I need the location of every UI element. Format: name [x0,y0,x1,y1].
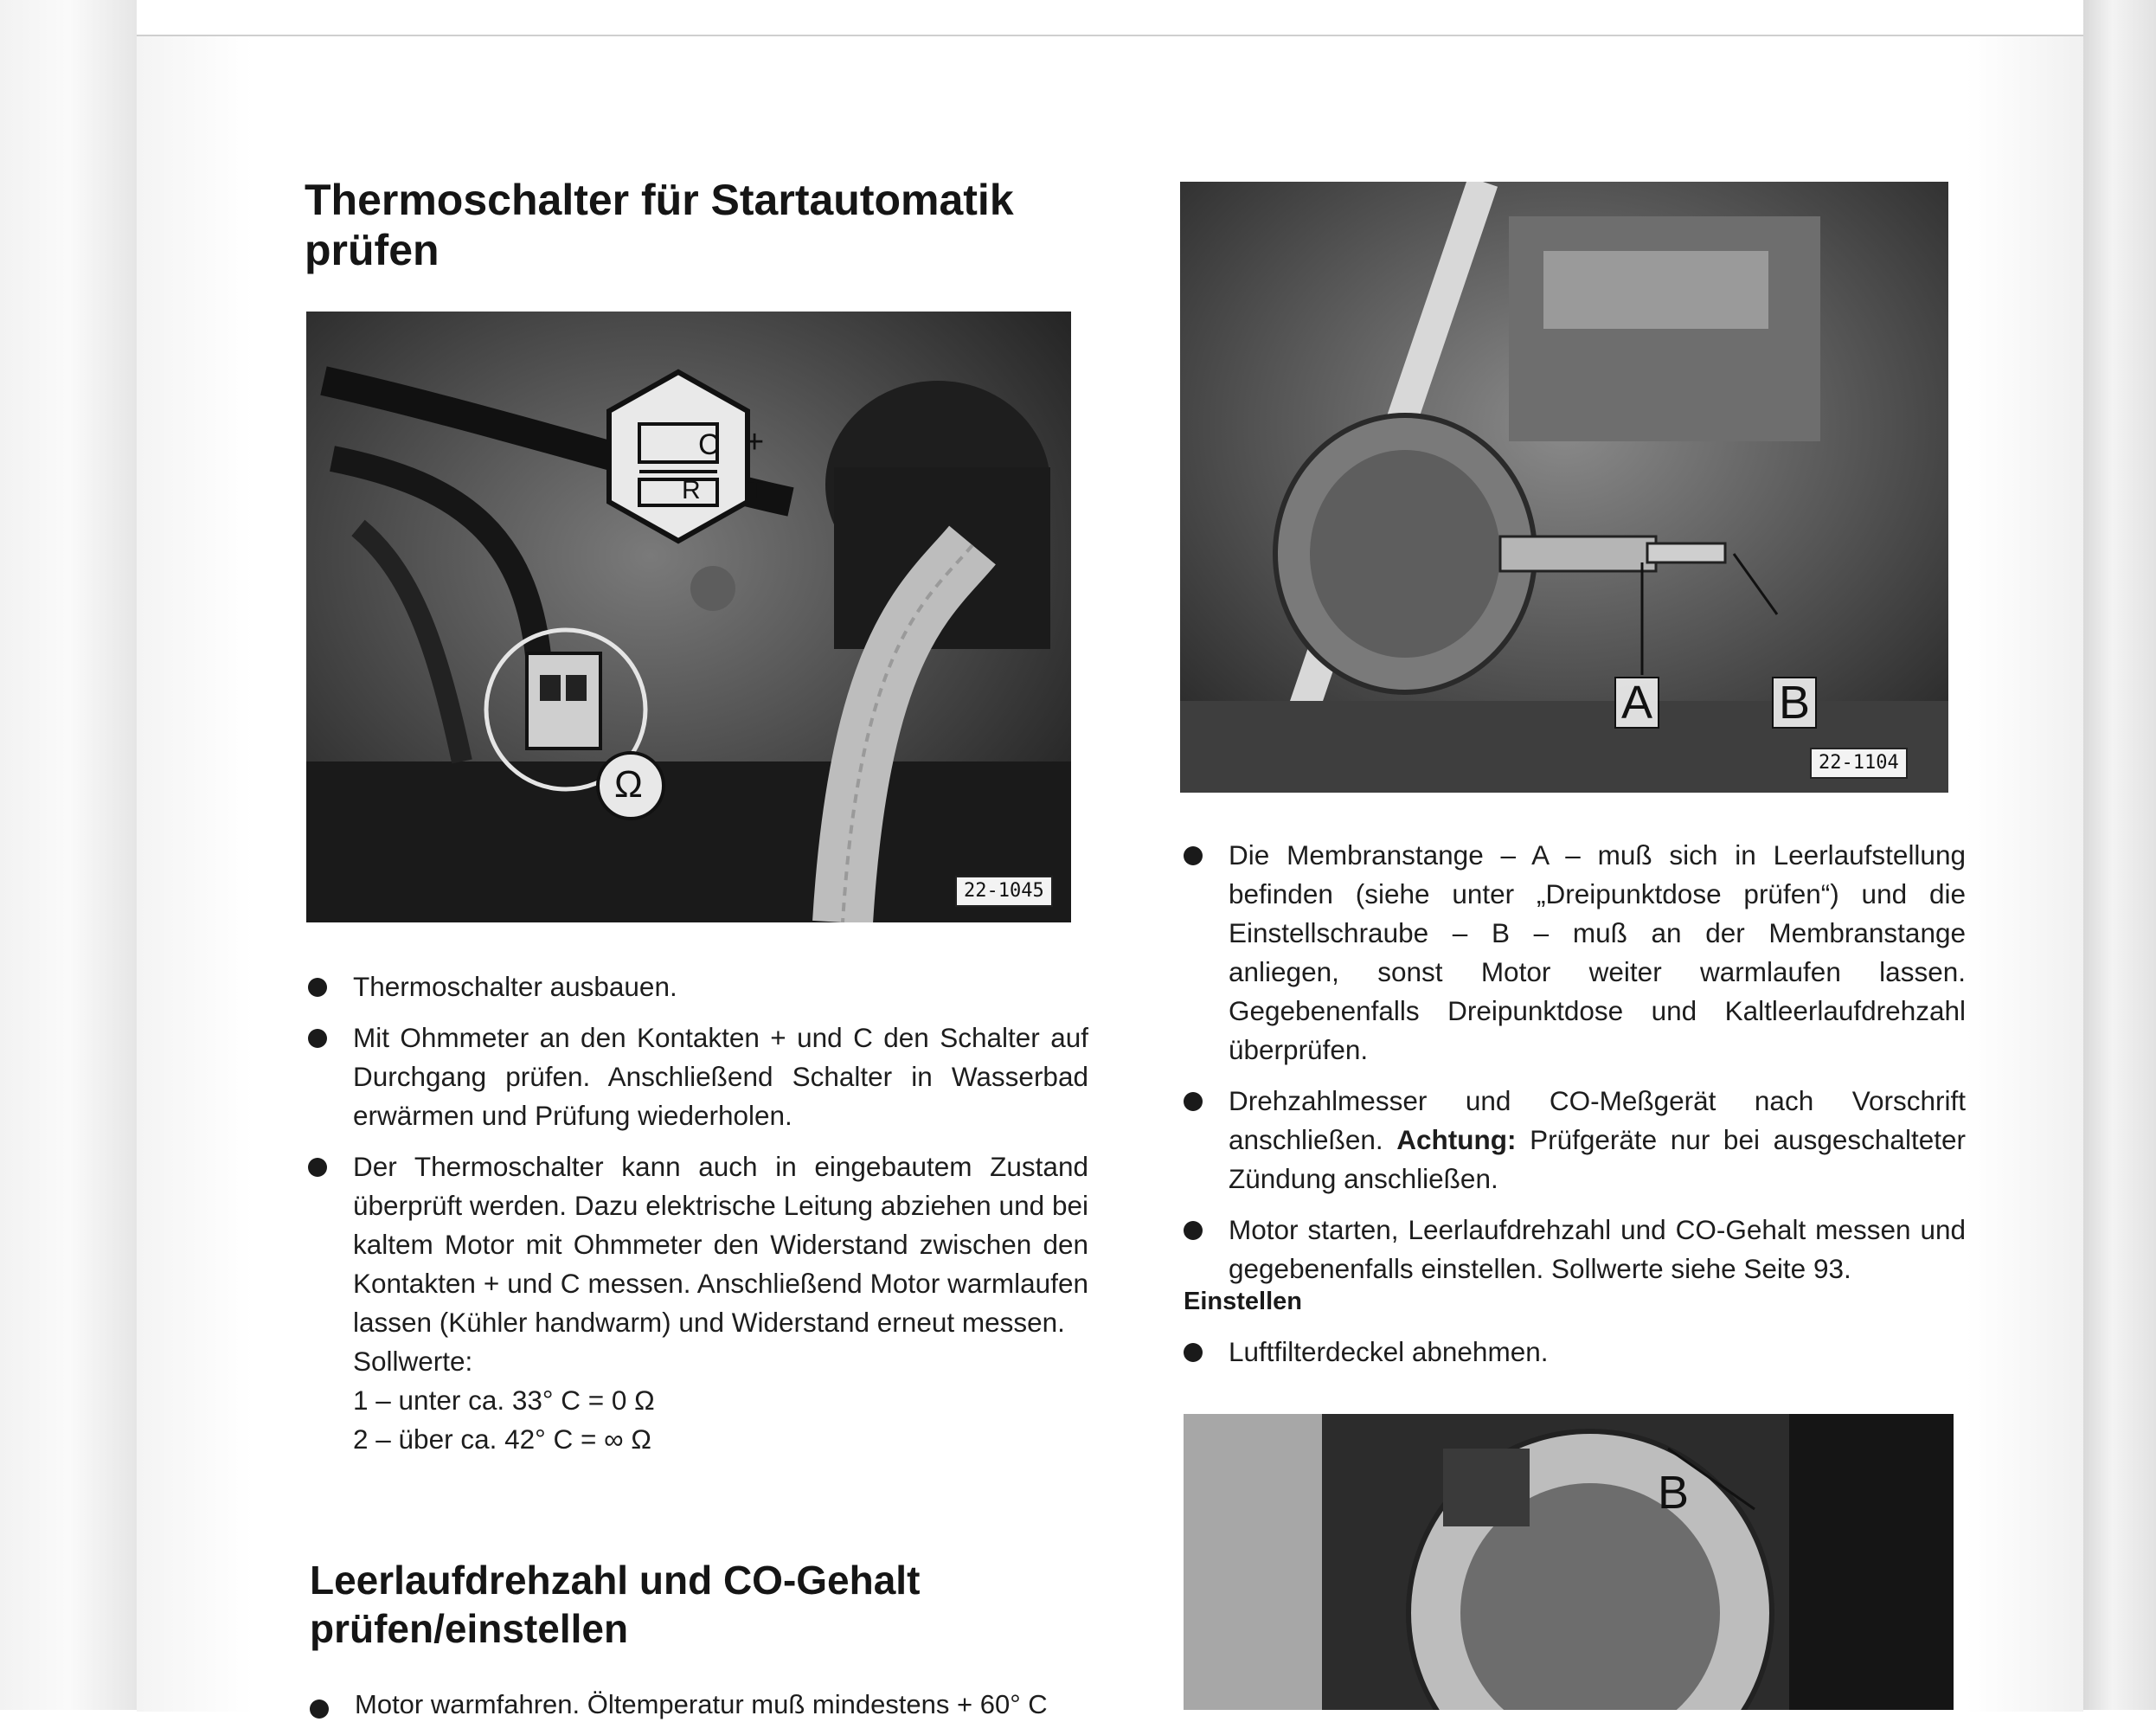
bullet-icon [308,1158,327,1177]
section-heading-thermoschalter: Thermoschalter für Startautomatik prüfen [305,176,1014,274]
bullet-icon [310,1700,329,1719]
figure-luftfilter-photo [1184,1414,1954,1710]
callout-a: A [1614,677,1659,729]
ohm-symbol: Ω [614,763,643,806]
list-item: Die Membranstange – A – muß sich in Leerlaufstellung befinden (siehe unter „Dreipunktdose prüfen“) und die Einstellschraube – B – muß an der Membranstange anliegen, sonst Motor weiter warmlaufen lassen. Gegebenenfalls Dreipunktdose und Kaltleerlaufdrehzahl überprüfen. [1184,836,1966,1070]
figure-thermoschalter-photo [306,312,1071,922]
sollwert-2: 2 – über ca. 42° C = ∞ Ω [353,1423,651,1455]
list-item: Motor starten, Leerlaufdrehzahl und CO-Gehalt messen und gegebenenfalls einstellen. Sollwerte siehe Seite 93. [1184,1211,1966,1288]
right-bullet-list-2 [1184,1333,1966,1384]
list-item: Thermoschalter ausbauen. [308,967,1088,1006]
bullet-icon [1184,1221,1203,1240]
cut-off-bullet: Motor warmfahren. Öltemperatur muß mindestens + 60° C [310,1687,1133,1722]
page-edge [2083,0,2156,1710]
sollwerte-label: Sollwerte: [353,1346,473,1377]
list-item: Der Thermoschalter kann auch in eingebautem Zustand überprüft werden. Dazu elektrische Leitung abziehen und bei kaltem Motor mit Ohmmeter den Widerstand zwischen den Kontakten + und C messen. Anschließend Motor warmlaufen lassen (Kühler handwarm) und Widerstand erneut messen. Sollwerte: 1 – unter ca. 33° C = 0 Ω 2 – über ca. 42° C = ∞ Ω [308,1147,1088,1459]
symbol-t: T [748,476,764,504]
figure-label: 22-1045 [955,876,1053,907]
bullet-icon [1184,1092,1203,1111]
warning-label: Achtung: [1396,1124,1517,1155]
page-binding [0,0,137,1710]
sollwert-1: 1 – unter ca. 33° C = 0 Ω [353,1385,655,1416]
list-item: Luftfilterdeckel abnehmen. [1184,1333,1966,1372]
bullet-icon [1184,846,1203,865]
right-bullet-list [1184,836,1966,1301]
symbol-plus: + [745,424,765,460]
symbol-r: R [682,476,701,504]
left-bullet-list [308,967,1088,1471]
subheading-einstellen: Einstellen [1184,1288,1302,1315]
bullet-icon [1184,1343,1203,1362]
callout-b: B [1772,677,1817,729]
figure-vergaser-photo [1180,182,1948,793]
bullet-icon [308,978,327,997]
figure-label: 22-1104 [1810,748,1908,779]
list-item: Mit Ohmmeter an den Kontakten + und C den Schalter auf Durchgang prüfen. Anschließend Schalter in Wasserbad erwärmen und Prüfung wiederholen. [308,1018,1088,1135]
callout-b-2: B [1658,1467,1690,1519]
list-item: Drehzahlmesser und CO-Meßgerät nach Vorschrift anschließen. Achtung: Prüfgeräte nur bei ausgeschalteter Zündung anschließen. [1184,1082,1966,1198]
bullet-icon [308,1029,327,1048]
symbol-c: C [698,428,720,461]
section-heading-leerlauf: Leerlaufdrehzahl und CO-Gehalt prüfen/einstellen [310,1558,921,1651]
